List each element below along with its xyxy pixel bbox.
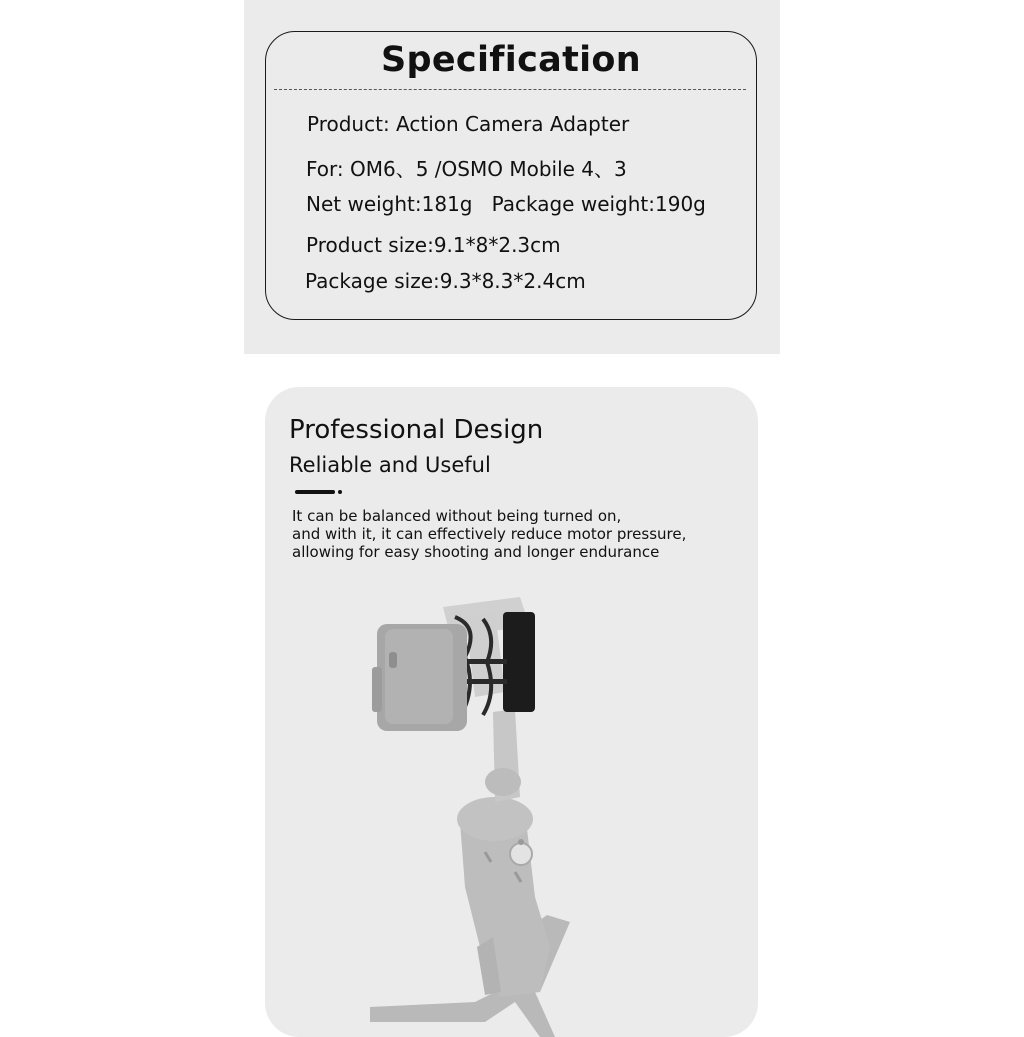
design-card xyxy=(265,387,758,1037)
accent-bar xyxy=(295,490,335,494)
accent-dot xyxy=(338,490,342,494)
spec-package-size: Package size:9.3*8.3*2.4cm xyxy=(305,269,586,293)
specification-panel xyxy=(244,0,780,354)
gimbal-product-illustration xyxy=(365,597,665,1037)
spec-product-size: Product size:9.1*8*2.3cm xyxy=(306,233,561,257)
dashed-divider xyxy=(274,89,746,90)
spec-product: Product: Action Camera Adapter xyxy=(307,112,630,136)
spec-weight: Net weight:181g Package weight:190g xyxy=(306,192,706,216)
description-line: and with it, it can effectively reduce motor pressure, xyxy=(292,525,687,543)
design-subtitle: Reliable and Useful xyxy=(289,453,491,477)
design-title: Professional Design xyxy=(289,415,544,445)
description-line: It can be balanced without being turned on, xyxy=(292,507,622,525)
description-line: allowing for easy shooting and longer endurance xyxy=(292,543,660,561)
design-description xyxy=(292,507,686,561)
spec-title: Specification xyxy=(381,40,641,80)
specification-box xyxy=(265,31,757,320)
gimbal-handle-icon xyxy=(457,797,550,997)
spec-compatibility: For: OM6、5 /OSMO Mobile 4、3 xyxy=(306,157,627,181)
action-camera-icon xyxy=(372,624,467,731)
